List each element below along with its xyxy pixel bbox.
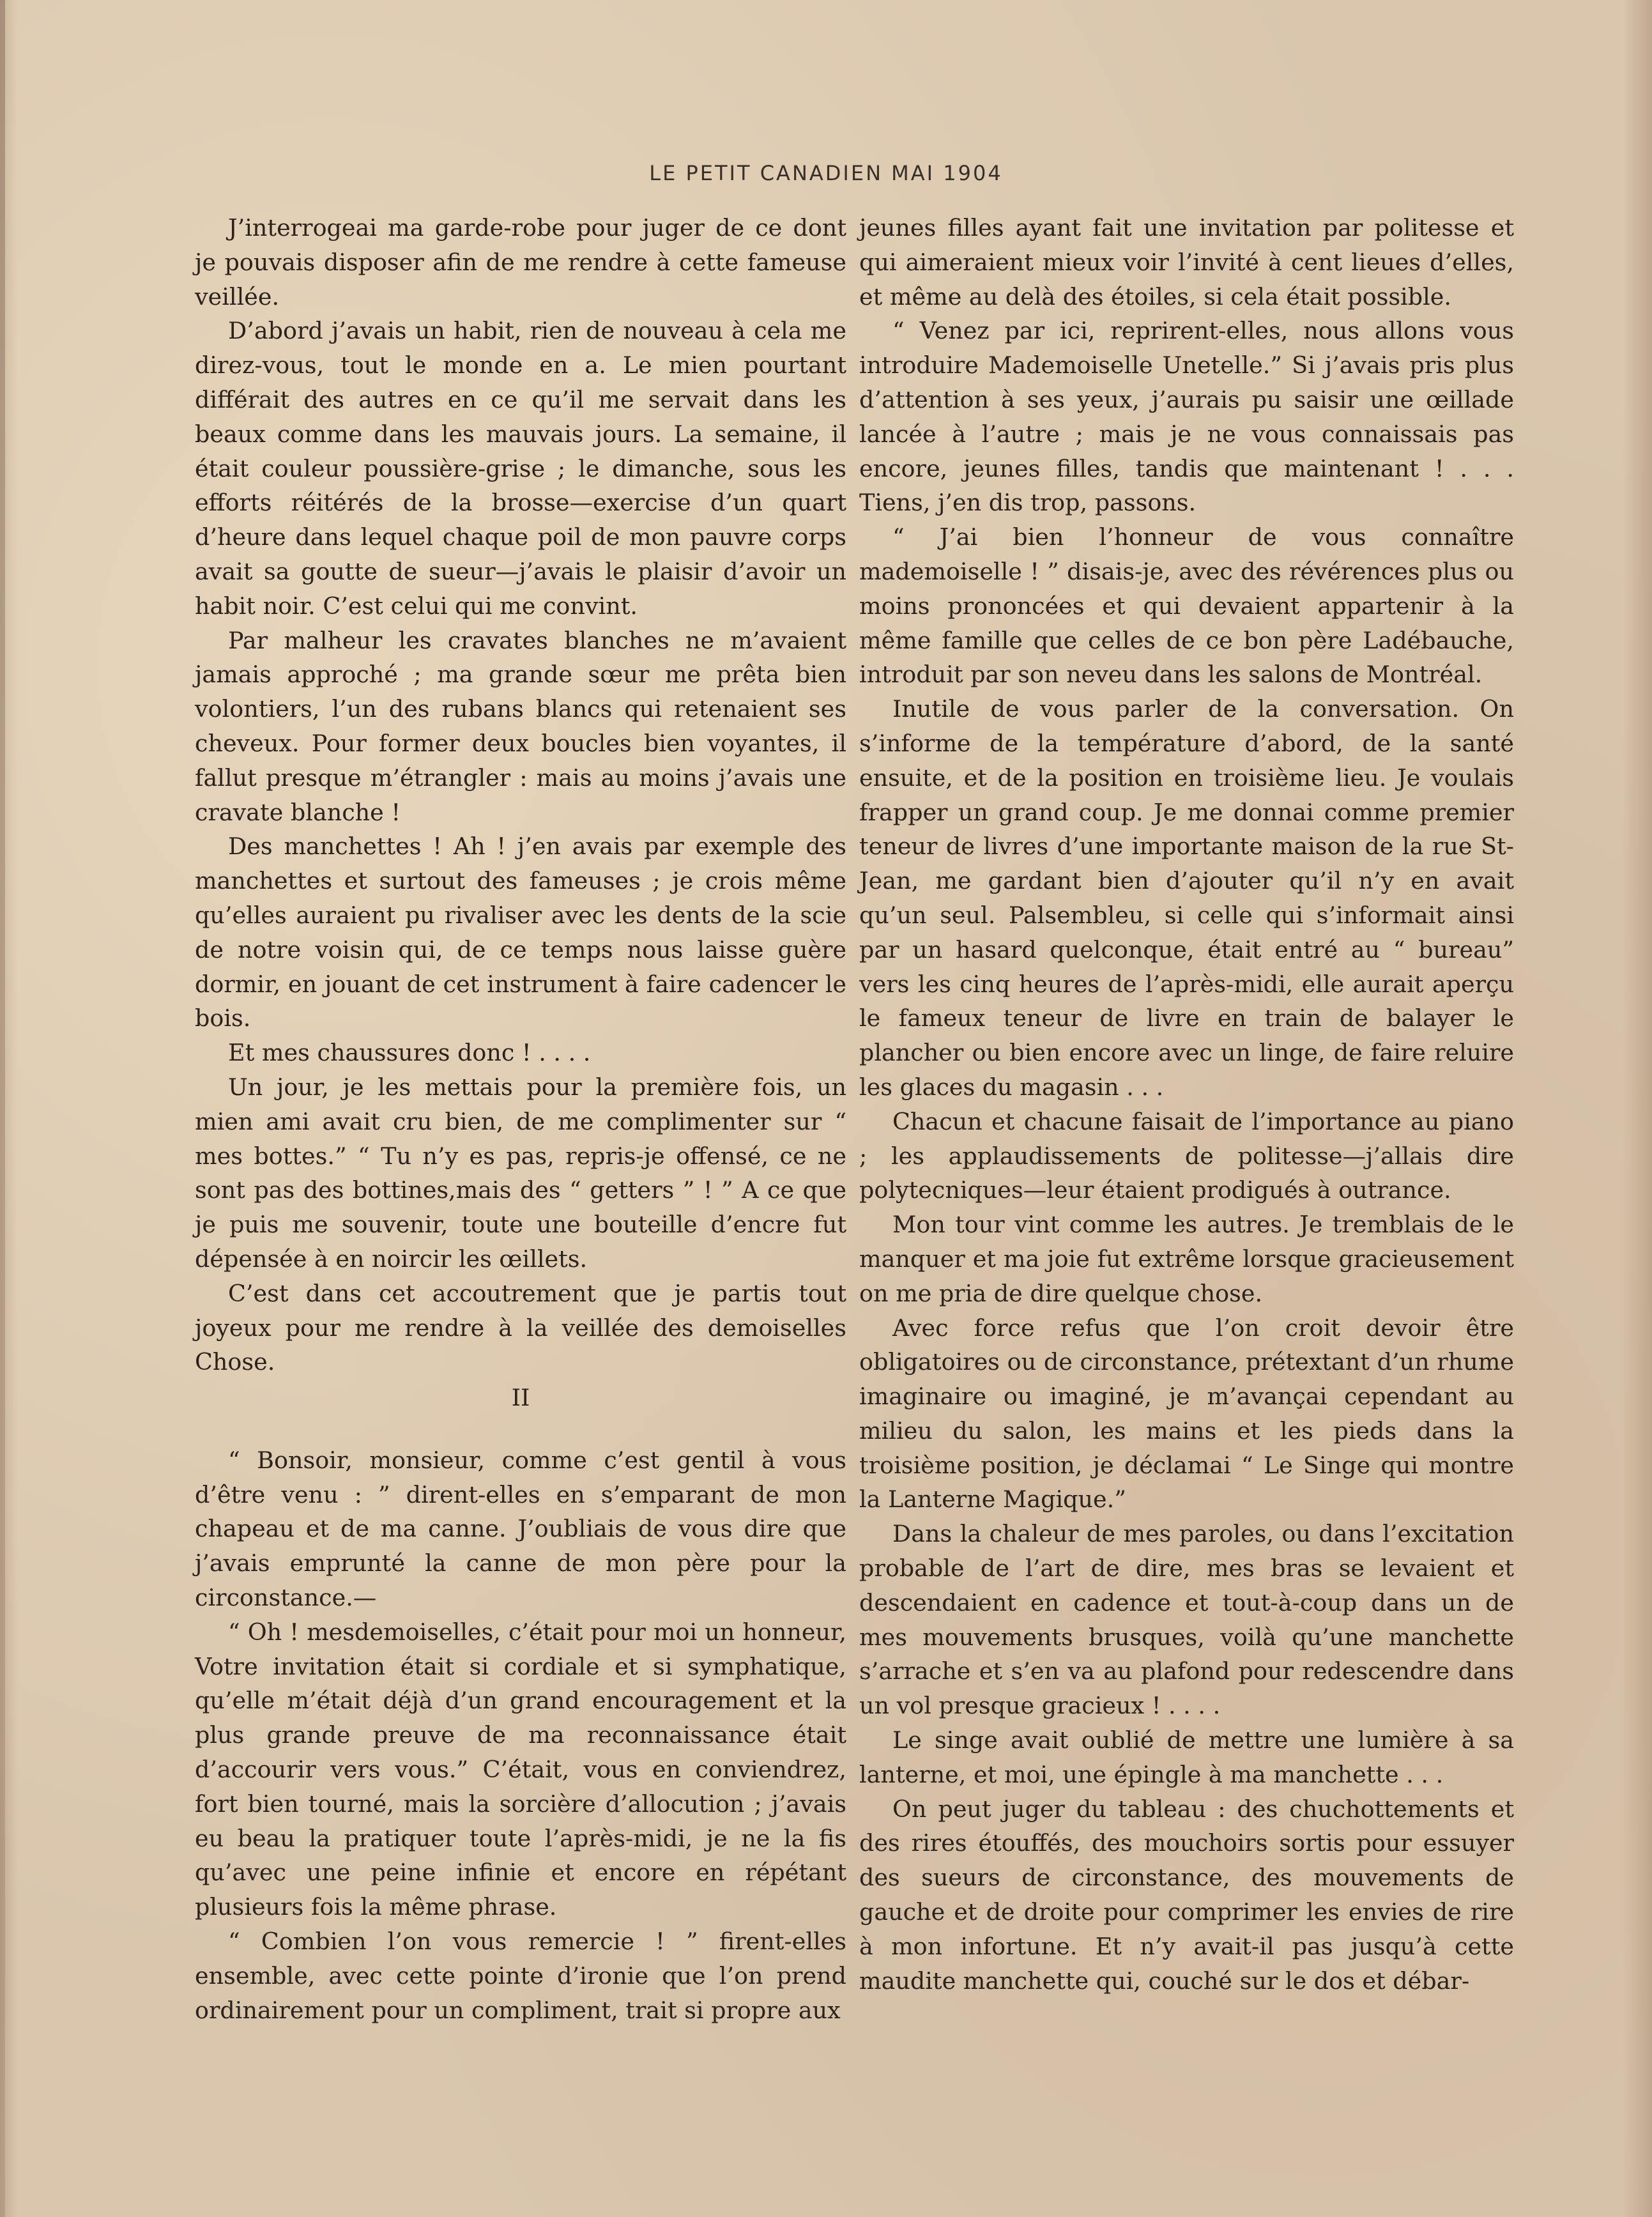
paragraph: D’abord j’avais un habit, rien de nouveau à cela me direz-vous, tout le monde en a. Le mien pourtant différait des autres en ce qu’il me servait dans les beaux comme dans les mauvais jours. La semaine, il était couleur poussière-grise ; le dimanche, sous les efforts réitérés de la brosse—exercise d’un quart d’heure dans lequel chaque poil de mon pauvre corps avait sa goutte de sueur—j’avais le plaisir d’avoir un habit noir. C’est celui qui me convint. xyxy=(195,317,846,620)
paragraph: J’interrogeai ma garde-robe pour juger de ce dont je pouvais disposer afin de me rendre à cette fameuse veillée. xyxy=(195,214,846,311)
right-column xyxy=(859,211,1514,1998)
paragraph: Un jour, je les mettais pour la première fois, un mien ami avait cru bien, de me complimenter sur “ mes bottes.” “ Tu n’y es pas, repris-je offensé, ce ne sont pas des bottines,mais des “ getters ” ! ” A ce que je puis me souvenir, toute une bouteille d’encre fut dépensée à en noircir les œillets. xyxy=(195,1073,846,1273)
paragraph: Par malheur les cravates blanches ne m’avaient jamais approché ; ma grande sœur me prêta bien volontiers, l’un des rubans blancs qui retenaient ses cheveux. Pour former deux boucles bien voyantes, il fallut presque m’étrangler : mais au moins j’avais une cravate blanche ! xyxy=(195,626,846,826)
paragraph: Chacun et chacune faisait de l’importance au piano ; les applaudissements de politesse—j’allais dire polytecniques—leur étaient prodigués à outrance. xyxy=(859,1107,1514,1204)
paragraph: C’est dans cet accoutrement que je partis tout joyeux pour me rendre à la veillée des demoiselles Chose. xyxy=(195,1279,846,1376)
section-number: II xyxy=(511,1384,530,1412)
paragraph: “ Bonsoir, monsieur, comme c’est gentil à vous d’être venu : ” dirent-elles en s’emparant de mon chapeau et de ma canne. J’oubliais de vous dire que j’avais emprunté la canne de mon père pour la circonstance.— xyxy=(195,1446,846,1612)
paragraph: On peut juger du tableau : des chuchottements et des rires étouffés, des mouchoirs sortis pour essuyer des sueurs de circonstance, des mouvements de gauche et de droite pour comprimer les envies de rire à mon infortune. Et n’y avait-il pas jusqu’à cette maudite manchette qui, couché sur le dos et débar- xyxy=(859,1795,1514,1995)
paragraph: “ Combien l’on vous remercie ! ” firent-elles ensemble, avec cette pointe d’ironie que l’on prend ordinairement pour un compliment, trait si propre aux xyxy=(195,1928,846,2024)
paragraph: Dans la chaleur de mes paroles, ou dans l’excitation probable de l’art de dire, mes bras se levaient et descendaient en cadence et tout-à-coup dans un de mes mouvements brusques, voilà qu’une manchette s’arrache et s’en va au plafond pour redescendre dans un vol presque gracieux ! . . . . xyxy=(859,1520,1514,1720)
paragraph: “ Oh ! mesdemoiselles, c’était pour moi un honneur, Votre invitation était si cordiale et si symphatique, qu’elle m’était déjà d’un grand encouragement et la plus grande preuve de ma reconnaissance était d’accourir vers vous.” C’était, vous en conviendrez, fort bien tourné, mais la sorcière d’allocution ; j’avais eu beau la pratiquer toute l’après-midi, je ne la fis qu’avec une peine infinie et encore en répétant plusieurs fois la même phrase. xyxy=(195,1618,846,1921)
paragraph-continued: jeunes filles ayant fait une invitation par politesse et qui aimeraient mieux voir l’invité à cent lieues d’elles, et même au delà des étoiles, si cela était possible. xyxy=(859,214,1514,311)
paragraph: Inutile de vous parler de la conversation. On s’informe de la température d’abord, de la santé ensuite, et de la position en troisième lieu. Je voulais frapper un grand coup. Je me donnai comme premier teneur de livres d’une importante maison de la rue St-Jean, me gardant bien d’ajouter qu’il n’y en avait qu’un seul. Palsembleu, si celle qui s’informait ainsi par un hasard quelconque, était entré au “ bureau” vers les cinq heures de l’après-midi, elle aurait aperçu le fameux teneur de livre en train de balayer le plancher ou bien encore avec un linge, de faire reluire les glaces du magasin . . . xyxy=(859,695,1514,1101)
paragraph: Des manchettes ! Ah ! j’en avais par exemple des manchettes et surtout des fameuses ; je crois même qu’elles auraient pu rivaliser avec les dents de la scie de notre voisin qui, de ce temps nous laisse guère dormir, en jouant de cet instrument à faire cadencer le bois. xyxy=(195,832,846,1032)
paragraph: Avec force refus que l’on croit devoir être obligatoires ou de circonstance, prétextant d’un rhume imaginaire ou imaginé, je m’avançai cependant au milieu du salon, les mains et les pieds dans la troisième position, je déclamai “ Le Singe qui montre la Lanterne Magique.” xyxy=(859,1314,1514,1514)
left-column xyxy=(195,211,846,2027)
paragraph: “ J’ai bien l’honneur de vous connaître mademoiselle ! ” disais-je, avec des révérences plus ou moins prononcées et qui devaient appartenir à la même famille que celles de ce bon père Ladébauche, introduit par son neveu dans les salons de Montréal. xyxy=(859,523,1514,689)
paragraph: Mon tour vint comme les autres. Je tremblais de le manquer et ma joie fut extrême lorsque gracieusement on me pria de dire quelque chose. xyxy=(859,1211,1514,1307)
running-header: LE PETIT CANADIEN MAI 1904 xyxy=(649,161,1003,185)
paragraph: “ Venez par ici, reprirent-elles, nous allons vous introduire Mademoiselle Unetelle.” Si j’avais pris plus d’attention à ses yeux, j’aurais pu saisir une œillade lancée à l’autre ; mais je ne vous connaissais pas encore, jeunes filles, tandis que maintenant ! . . . Tiens, j’en dis trop, passons. xyxy=(859,317,1514,517)
paragraph: Et mes chaussures donc ! . . . . xyxy=(228,1039,591,1067)
page-edge-shadow xyxy=(0,0,5,2217)
paragraph: Le singe avait oublié de mettre une lumière à sa lanterne, et moi, une épingle à ma manchette . . . xyxy=(859,1726,1514,1788)
